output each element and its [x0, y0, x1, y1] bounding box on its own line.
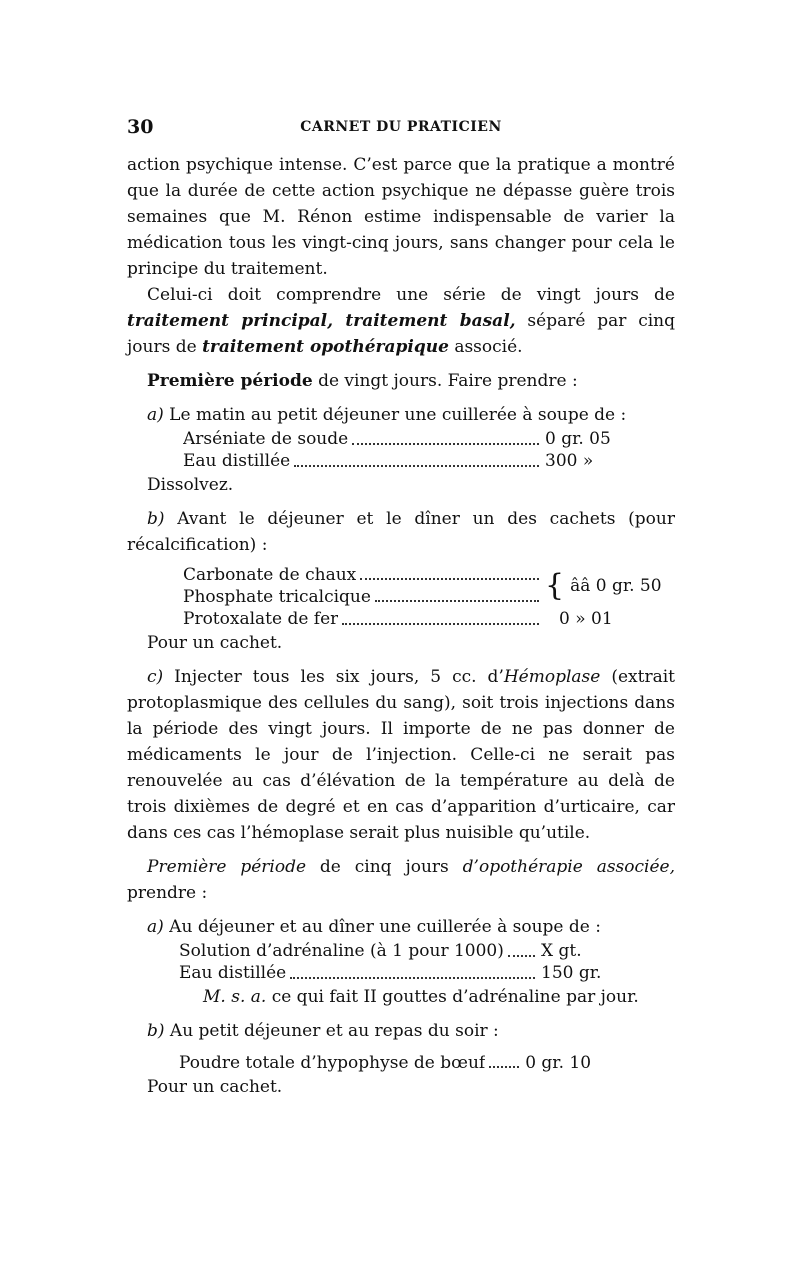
instruction — [127, 984, 675, 1010]
page-header — [127, 116, 675, 140]
item-letter: b) — [147, 509, 165, 529]
dose: 0 gr. 05 — [545, 429, 611, 449]
item-c1 — [127, 664, 675, 846]
section-heading-2 — [127, 854, 675, 906]
running-title: CARNET DU PRATICIEN — [300, 119, 502, 135]
dose: X gt. — [541, 941, 582, 961]
ingredient: Eau distillée — [179, 963, 287, 983]
text: associé. — [448, 337, 523, 357]
section-heading-1 — [127, 368, 675, 394]
prescription-b1 — [127, 564, 675, 630]
item-a2 — [127, 914, 675, 940]
emphasis: Hémoplase — [503, 667, 601, 687]
dose: ââ 0 gr. 50 — [570, 576, 662, 596]
ingredient: Eau distillée — [183, 451, 291, 471]
ingredient: Arséniate de soude — [183, 429, 349, 449]
emphasis: d’opothérapie associée, — [462, 857, 675, 877]
dose: 0 » 01 — [559, 609, 613, 629]
item-b1 — [127, 506, 675, 558]
text: de cinq jours — [306, 857, 463, 877]
paragraph-1: action psychique intense. C’est parce que la pratique a montré que la durée de cette action psychique ne dépasse guère trois semaines que M. Rénon estime indispensable de varier la médication tous les vingt-cinq jours, sans changer pour cela le principe du traitement. — [127, 155, 675, 279]
ingredient: Solution d’adrénaline (à 1 pour 1000) — [179, 941, 504, 961]
item-letter: c) — [147, 667, 164, 687]
text: Injecter tous les six jours, 5 cc. d’ — [163, 667, 504, 687]
brace: { — [545, 568, 565, 603]
paragraph-2 — [127, 282, 675, 360]
dose: 0 gr. 10 — [525, 1053, 592, 1073]
text: prendre : — [127, 883, 208, 903]
instruction: Pour un cachet. — [147, 1077, 283, 1097]
item-letter: a) — [147, 917, 164, 937]
ingredient: Protoxalate de fer — [183, 609, 339, 629]
text: de vingt jours. Faire prendre : — [312, 371, 578, 391]
text: (extrait protoplasmique des cellules du sang), soit trois injections dans la période des vingt jours. Il importe de ne pas donner de médicaments le jour de l’injection. Celle-ci ne serait pas renouvelée au cas d’élévation de la température au delà de trois dixièmes de degré et en cas d’apparition d’urticaire, car dans ces cas l’hémoplase serait plus nuisible qu’utile. — [127, 667, 676, 843]
text: Le matin au petit déjeuner une cuillerée à soupe de : — [163, 405, 627, 425]
text: Celui-ci doit comprendre une série de vingt jours de — [147, 285, 675, 305]
text: Au petit déjeuner et au repas du soir : — [164, 1021, 499, 1041]
emphasis: traitement principal, traitement basal, — [127, 311, 516, 331]
text: séparé par cinq jours de — [127, 311, 675, 357]
text: ce qui fait II gouttes d’adrénaline par jour. — [266, 987, 639, 1007]
instruction: Pour un cachet. — [147, 633, 283, 653]
emphasis: traitement opothérapique — [202, 337, 449, 357]
ingredient: Phosphate tricalcique — [183, 587, 371, 607]
text: Avant le déjeuner et le dîner un des cachets (pour récalcification) : — [127, 509, 675, 555]
text: Au déjeuner et au dîner une cuillerée à soupe de : — [163, 917, 601, 937]
page-number: 30 — [127, 116, 154, 138]
prescription-a1 — [127, 428, 675, 472]
emphasis: M. s. a. — [203, 987, 267, 1007]
item-b2 — [127, 1018, 675, 1044]
dose: 300 » — [545, 451, 594, 471]
page-body — [127, 152, 675, 1100]
ingredient: Carbonate de chaux — [183, 565, 357, 585]
ingredient: Poudre totale d’hypophyse de bœuf — [179, 1053, 486, 1073]
item-letter: b) — [147, 1021, 165, 1041]
dose: 150 gr. — [541, 963, 602, 983]
prescription-b2 — [127, 1052, 675, 1074]
item-letter: a) — [147, 405, 164, 425]
prescription-a2 — [127, 940, 675, 984]
emphasis: Première période — [147, 857, 307, 877]
instruction: Dissolvez. — [147, 475, 234, 495]
item-a1 — [127, 402, 675, 428]
bold-heading: Première période — [147, 371, 313, 391]
